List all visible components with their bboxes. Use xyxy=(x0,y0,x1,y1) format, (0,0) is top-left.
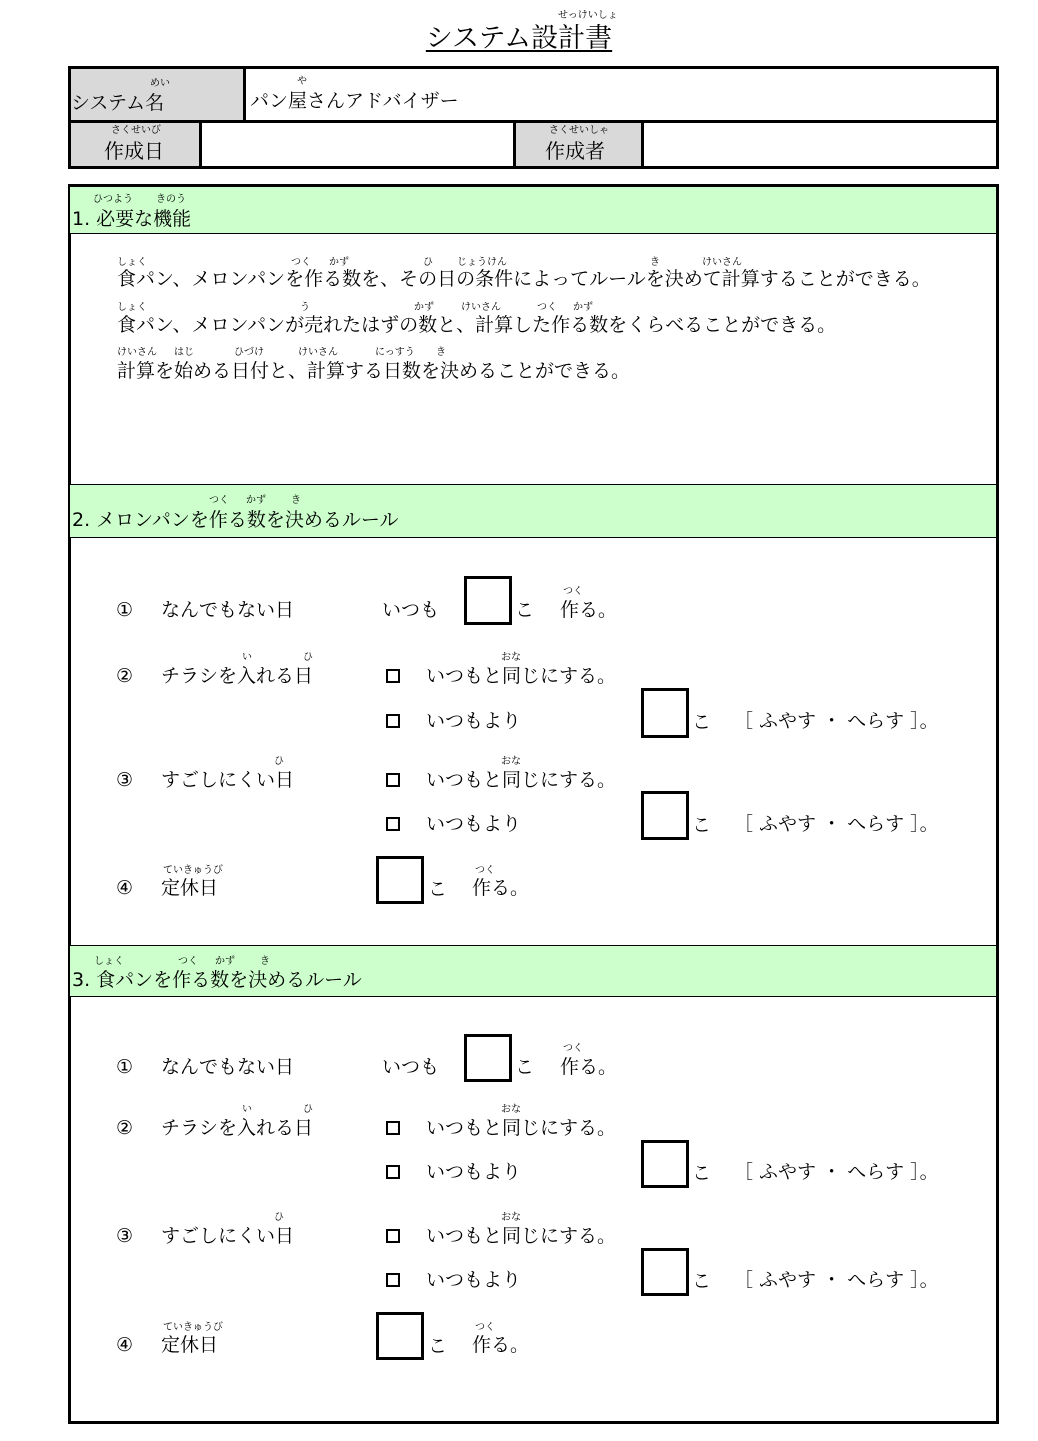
section2-ruby-1: つく xyxy=(209,495,229,506)
rule1-always: いつも xyxy=(382,1056,440,1078)
section2-ruby-2: かず xyxy=(246,495,266,506)
line2-ruby: つく xyxy=(537,302,557,313)
line2-ruby: けいさん xyxy=(461,302,501,313)
option-than: いつもより xyxy=(426,813,522,835)
option-increase-decrease[interactable]: ［ ふやす ・ へらす ］。 xyxy=(734,813,939,835)
option-same: いつもと同じにする。 xyxy=(426,1225,617,1247)
bread-hard-change-checkbox[interactable] xyxy=(386,1273,400,1287)
rule1-number: ① xyxy=(116,1056,134,1078)
line2-ruby: しょく xyxy=(117,302,147,313)
melon-hard-change-checkbox[interactable] xyxy=(386,817,400,831)
created-date-label: 作成日 xyxy=(104,139,164,163)
option-same: いつもと同じにする。 xyxy=(426,769,617,791)
section2-heading: 2. メロンパンを作る数を決めるルール xyxy=(72,509,399,531)
rule2-label: チラシを入れる日 xyxy=(161,665,314,687)
system-name-value[interactable]: パン屋さんアドバイザー xyxy=(250,90,459,112)
section1-ruby-1: ひつよう xyxy=(93,194,133,205)
option-ni: こ xyxy=(692,1162,712,1184)
line2-ruby: う xyxy=(300,302,310,313)
option-increase-decrease[interactable]: ［ ふやす ・ へらす ］。 xyxy=(734,710,939,732)
section1-ruby-2: きのう xyxy=(156,194,186,205)
rule2-ruby-1: い xyxy=(242,652,252,663)
rule3-number: ③ xyxy=(116,1225,134,1247)
same-ruby: おな xyxy=(501,1104,521,1115)
option-same: いつもと同じにする。 xyxy=(426,665,617,687)
section3-ruby-2: つく xyxy=(178,956,198,967)
rule1-always: いつも xyxy=(382,599,440,621)
rule4-number: ④ xyxy=(116,877,134,899)
rule3-label: すごしにくい日 xyxy=(161,769,295,791)
bread-flyer-change-checkbox[interactable] xyxy=(386,1165,400,1179)
line3-ruby: ひづけ xyxy=(234,347,264,358)
rule2-ruby-1: い xyxy=(242,1104,252,1115)
line3-ruby: はじ xyxy=(174,347,194,358)
rule1-make: 作る。 xyxy=(560,1056,618,1078)
function-line-2: 食パン、メロンパンが売れたはずの数と、計算した作る数をくらべることができる。 xyxy=(117,314,837,336)
option-than: いつもより xyxy=(426,1269,522,1291)
option-than: いつもより xyxy=(426,710,522,732)
line1-ruby: つく xyxy=(291,257,311,268)
section3-ruby-4: き xyxy=(260,956,270,967)
rule2-number: ② xyxy=(116,1117,134,1139)
section3-ruby-1: しょく xyxy=(94,956,124,967)
rule1-label: なんでもない日 xyxy=(161,599,295,621)
option-increase-decrease[interactable]: ［ ふやす ・ へらす ］。 xyxy=(734,1269,939,1291)
function-line-3: 計算を始める日付と、計算する日数を決めることができる。 xyxy=(117,360,631,382)
line1-ruby: じょうけん xyxy=(457,257,507,268)
section2-ruby-3: き xyxy=(291,495,301,506)
bread-closed-count-box[interactable] xyxy=(376,1312,424,1360)
bread-hard-count-box[interactable] xyxy=(641,1248,689,1296)
option-than: いつもより xyxy=(426,1161,522,1183)
bread-flyer-count-box[interactable] xyxy=(641,1140,689,1188)
make-ruby: つく xyxy=(563,1043,583,1054)
rule4-ni: こ xyxy=(428,1335,448,1357)
rule4-make: 作る。 xyxy=(472,877,530,899)
option-increase-decrease[interactable]: ［ ふやす ・ へらす ］。 xyxy=(734,1161,939,1183)
line2-ruby: かず xyxy=(414,302,434,313)
line1-ruby: き xyxy=(650,257,660,268)
rule2-ruby-2: ひ xyxy=(303,652,313,663)
rule3-ruby: ひ xyxy=(274,756,284,767)
line1-ruby: しょく xyxy=(117,257,147,268)
melon-flyer-same-checkbox[interactable] xyxy=(386,669,400,683)
make-ruby: つく xyxy=(563,586,583,597)
section3-ruby-3: かず xyxy=(215,956,235,967)
section1-header xyxy=(70,187,996,233)
rule1-ni: こ xyxy=(515,599,535,621)
rule4-ni: こ xyxy=(428,878,448,900)
function-line-1: 食パン、メロンパンを作る数を、その日の条件によってルールを決めて計算することができる。 xyxy=(117,268,931,290)
section1-heading: 1. 必要な機能 xyxy=(72,208,192,230)
title-ruby: せっけいしょ xyxy=(558,10,618,21)
line3-ruby: き xyxy=(436,347,446,358)
rule4-label: 定休日 xyxy=(161,877,219,899)
bread-flyer-same-checkbox[interactable] xyxy=(386,1121,400,1135)
rule4-make: 作る。 xyxy=(472,1334,530,1356)
rule1-number: ① xyxy=(116,599,134,621)
option-ni: こ xyxy=(692,1270,712,1292)
line1-ruby: ひ xyxy=(423,257,433,268)
rule2-ruby-2: ひ xyxy=(303,1104,313,1115)
rule2-number: ② xyxy=(116,665,134,687)
melon-closed-count-box[interactable] xyxy=(376,856,424,904)
rule1-label: なんでもない日 xyxy=(161,1056,295,1078)
author-ruby: さくせいしゃ xyxy=(549,125,609,136)
author-label: 作成者 xyxy=(545,139,605,163)
same-ruby: おな xyxy=(501,652,521,663)
line1-ruby: けいさん xyxy=(702,257,742,268)
make-ruby: つく xyxy=(475,865,495,876)
rule3-ruby: ひ xyxy=(274,1212,284,1223)
rule4-ruby: ていきゅうび xyxy=(163,1322,223,1333)
bread-hard-same-checkbox[interactable] xyxy=(386,1229,400,1243)
line3-ruby: にっすう xyxy=(375,347,415,358)
rule4-number: ④ xyxy=(116,1334,134,1356)
rule1-make: 作る。 xyxy=(560,599,618,621)
same-ruby: おな xyxy=(501,756,521,767)
melon-normal-count-box[interactable] xyxy=(464,576,512,625)
melon-flyer-count-box[interactable] xyxy=(641,688,689,738)
bread-normal-count-box[interactable] xyxy=(464,1034,512,1082)
line3-ruby: けいさん xyxy=(117,347,157,358)
same-ruby: おな xyxy=(501,1212,521,1223)
system-name-value-ruby: や xyxy=(297,76,307,87)
melon-hard-same-checkbox[interactable] xyxy=(386,773,400,787)
make-ruby: つく xyxy=(475,1322,495,1333)
melon-flyer-change-checkbox[interactable] xyxy=(386,714,400,728)
line2-ruby: かず xyxy=(573,302,593,313)
melon-hard-count-box[interactable] xyxy=(641,791,689,840)
rule2-label: チラシを入れる日 xyxy=(161,1117,314,1139)
page-title: システム設計書 xyxy=(425,23,613,54)
rule1-ni: こ xyxy=(515,1056,535,1078)
line1-ruby: かず xyxy=(329,257,349,268)
section3-heading: 3. 食パンを作る数を決めるルール xyxy=(72,969,362,991)
option-ni: こ xyxy=(692,814,712,836)
system-name-ruby: めい xyxy=(150,78,170,89)
rule4-ruby: ていきゅうび xyxy=(163,865,223,876)
rule4-label: 定休日 xyxy=(161,1334,219,1356)
system-name-label: システム名 xyxy=(71,92,165,114)
option-same: いつもと同じにする。 xyxy=(426,1117,617,1139)
header-table xyxy=(68,66,999,169)
line3-ruby: けいさん xyxy=(298,347,338,358)
option-ni: こ xyxy=(692,711,712,733)
rule3-number: ③ xyxy=(116,769,134,791)
created-date-ruby: さくせいび xyxy=(111,125,161,136)
rule3-label: すごしにくい日 xyxy=(161,1225,295,1247)
